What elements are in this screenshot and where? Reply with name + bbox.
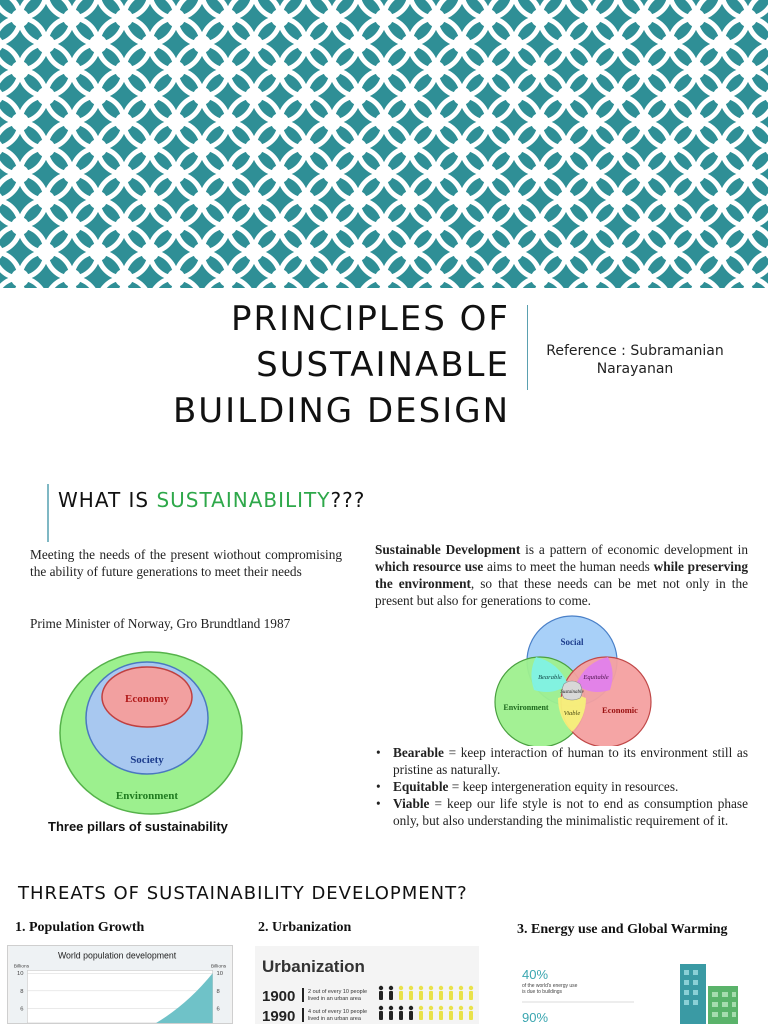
list-item — [375, 744, 748, 778]
urbanization-1900-line1: 2 out of every 10 people — [308, 989, 368, 995]
threats-heading: THREATS OF SUSTAINABILITY DEVELOPMENT? — [18, 883, 468, 904]
sd-text-3: , so that these needs can be met not only in the present but also for generations to come. — [375, 576, 748, 608]
energy-stat-40-line2: is due to buildings — [522, 989, 563, 995]
sd-bold-1: which resource use — [375, 559, 484, 574]
population-unit-right: Billions — [210, 964, 227, 970]
what-is-prefix: WHAT IS — [58, 488, 157, 512]
population-chart-thumbnail — [7, 945, 233, 1024]
sd-text-1: is a pattern of economic development in — [520, 542, 748, 557]
y-tick-left: 6 — [20, 1006, 24, 1013]
threat-energy-heading: 3. Energy use and Global Warming — [517, 922, 728, 937]
title-line-3: BUILDING DESIGN — [172, 391, 510, 431]
urbanization-thumbnail — [255, 946, 479, 1024]
page-title — [100, 296, 510, 434]
sustainability-venn-diagram — [488, 614, 656, 746]
bullet-text: = keep interaction of human to its environment still as pristine as naturally. — [393, 745, 748, 777]
y-tick-left: 8 — [20, 988, 24, 995]
viable-label: Viable — [563, 710, 581, 717]
reference-line-1: Reference : Subramanian — [546, 343, 724, 359]
what-is-heading — [58, 488, 365, 512]
bullet-text: = keep our life style is not to end as consumption phase only, but also understanding the minimalistic requirement of it. — [393, 796, 748, 828]
sd-term: Sustainable Development — [375, 542, 521, 557]
definition-text: Meeting the needs of the present wiothout compromising the ability of future generations to meet their needs — [30, 547, 342, 579]
threat-population-heading: 1. Population Growth — [15, 920, 145, 935]
decorative-banner — [0, 0, 768, 288]
sustainable-label: Sustainable — [560, 690, 584, 695]
urbanization-title: Urbanization — [262, 957, 365, 976]
what-is-accent: SUSTAINABILITY — [156, 488, 331, 512]
y-tick-left: 10 — [17, 971, 24, 978]
sustainable-development-text — [375, 541, 748, 609]
urbanization-1900-line2: lived in an urban area — [308, 996, 361, 1002]
energy-stat-40-line1: of the world's energy use — [522, 983, 578, 989]
urbanization-year-1900: 1900 — [262, 988, 296, 1005]
sustainability-principles-list — [375, 744, 748, 829]
equitable-label: Equitable — [583, 674, 609, 681]
economy-label: Economy — [125, 693, 169, 705]
three-pillars-diagram — [58, 650, 244, 816]
population-chart-title: World population development — [57, 950, 177, 961]
environment-venn-label: Environment — [503, 703, 549, 712]
energy-use-thumbnail — [512, 956, 748, 1024]
energy-stat-40: 40% — [522, 967, 549, 982]
y-tick-right: 8 — [216, 988, 220, 995]
y-tick-right: 10 — [216, 971, 223, 978]
bearable-label: Bearable — [538, 674, 562, 681]
threat-urbanization-heading: 2. Urbanization — [258, 920, 352, 935]
urbanization-1990-line1: 4 out of every 10 people — [308, 1009, 368, 1015]
bullet-term: Viable — [393, 796, 430, 811]
section-accent-bar — [47, 484, 49, 542]
urbanization-year-1990: 1990 — [262, 1008, 296, 1024]
title-line-1: PRINCIPLES OF — [231, 299, 510, 339]
title-line-2: SUSTAINABLE — [256, 345, 510, 385]
sd-bold-2: while preserving the environment — [375, 559, 749, 591]
sd-text-2: aims to meet the human needs — [483, 559, 654, 574]
reference-line-2: Narayanan — [596, 361, 674, 377]
list-item — [375, 795, 748, 829]
y-tick-right: 6 — [216, 1006, 220, 1013]
urbanization-1990-line2: lived in an urban area — [308, 1016, 361, 1022]
definition-attribution: Prime Minister of Norway, Gro Brundtland 1987 — [30, 616, 291, 631]
social-label: Social — [560, 637, 584, 647]
title-divider — [527, 305, 528, 390]
bullet-term: Equitable — [393, 779, 449, 794]
society-label: Society — [130, 754, 164, 766]
reference-credit — [545, 342, 725, 378]
economic-label: Economic — [602, 705, 638, 715]
pillars-caption: Three pillars of sustainability — [48, 819, 228, 834]
bullet-text: = keep intergeneration equity in resources. — [448, 779, 679, 794]
population-unit-left: Billions — [13, 964, 30, 970]
list-item — [375, 778, 748, 795]
bullet-term: Bearable — [393, 745, 444, 760]
energy-stat-90: 90% — [522, 1010, 549, 1024]
environment-label: Environment — [115, 790, 179, 802]
what-is-suffix: ??? — [330, 488, 366, 512]
